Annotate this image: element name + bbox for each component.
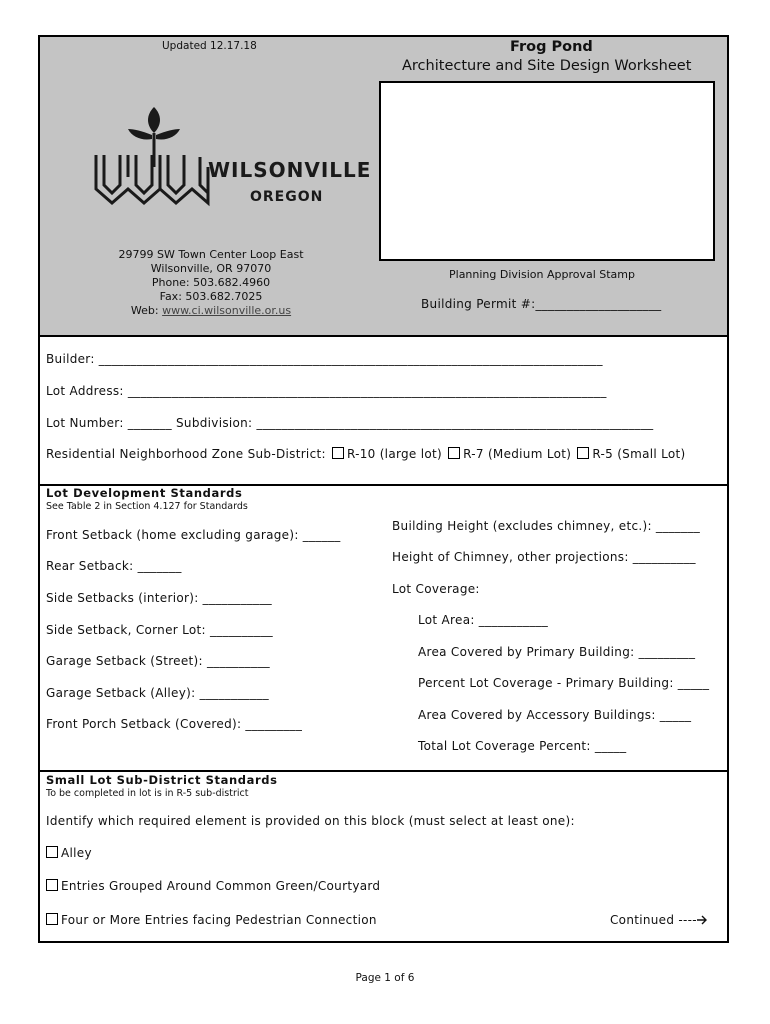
corner-setback-field[interactable]: Side Setback, Corner Lot: __________ bbox=[46, 623, 273, 637]
logo-sub: OREGON bbox=[250, 189, 324, 205]
lot-coverage-label: Lot Coverage: bbox=[392, 582, 480, 596]
alley-label: Alley bbox=[61, 846, 92, 860]
updated-date: Updated 12.17.18 bbox=[162, 40, 257, 52]
entries-option bbox=[46, 913, 377, 927]
address-block bbox=[86, 248, 336, 318]
form-subtitle: Architecture and Site Design Worksheet bbox=[402, 58, 692, 74]
web-line bbox=[86, 304, 336, 318]
small-lot-instruction: Identify which required element is provided on this block (must select at least one): bbox=[46, 814, 575, 828]
porch-setback-field[interactable]: Front Porch Setback (Covered): _________ bbox=[46, 717, 303, 731]
entries-checkbox[interactable] bbox=[46, 913, 58, 925]
worksheet-frame bbox=[38, 35, 729, 943]
lot-area-field[interactable]: Lot Area: ___________ bbox=[418, 613, 549, 627]
builder-field[interactable]: Builder: ________________________________________________________________________________ bbox=[46, 352, 603, 366]
lot-standards-section bbox=[40, 484, 727, 772]
phone-number: Phone: 503.682.4960 bbox=[151, 276, 271, 289]
building-height-field[interactable]: Building Height (excludes chimney, etc.): _______ bbox=[392, 519, 701, 533]
primary-coverage-field[interactable]: Percent Lot Coverage - Primary Building: _____ bbox=[418, 676, 710, 690]
courtyard-label: Entries Grouped Around Common Green/Courtyard bbox=[61, 879, 381, 893]
wilsonville-logo bbox=[94, 107, 372, 221]
zone-label: Residential Neighborhood Zone Sub-District: bbox=[46, 447, 326, 461]
courtyard-checkbox[interactable] bbox=[46, 879, 58, 891]
web-label: Web: bbox=[130, 304, 163, 317]
stamp-label: Planning Division Approval Stamp bbox=[449, 268, 635, 281]
address-line2: Wilsonville, OR 97070 bbox=[150, 262, 272, 275]
header-section bbox=[40, 37, 727, 337]
primary-area-field[interactable]: Area Covered by Primary Building: _________ bbox=[418, 645, 696, 659]
zone-row bbox=[46, 447, 686, 461]
w-mark-icon bbox=[96, 155, 208, 203]
garage-alley-field[interactable]: Garage Setback (Alley): ___________ bbox=[46, 686, 269, 700]
courtyard-option bbox=[46, 879, 380, 893]
lot-standards-title: Lot Development Standards bbox=[46, 486, 243, 500]
garage-street-field[interactable]: Garage Setback (Street): __________ bbox=[46, 654, 270, 668]
front-setback-field[interactable]: Front Setback (home excluding garage): ______ bbox=[46, 528, 341, 542]
fax-number: Fax: 503.682.7025 bbox=[159, 290, 263, 303]
chimney-height-field[interactable]: Height of Chimney, other projections: __________ bbox=[392, 550, 696, 564]
website-link[interactable]: www.ci.wilsonville.or.us bbox=[162, 304, 292, 317]
lot-address-field[interactable]: Lot Address: ____________________________________________________________________________ bbox=[46, 384, 607, 398]
r10-label: R-10 (large lot) bbox=[346, 447, 442, 461]
arrow-right-icon bbox=[697, 915, 707, 925]
r5-label: R-5 (Small Lot) bbox=[592, 447, 686, 461]
form-title: Frog Pond bbox=[510, 39, 593, 55]
side-setbacks-field[interactable]: Side Setbacks (interior): ___________ bbox=[46, 591, 272, 605]
lot-number-field[interactable]: Lot Number: _______ Subdivision: _______________________________________________________________ bbox=[46, 416, 654, 430]
r10-checkbox[interactable] bbox=[332, 447, 344, 459]
logo-name: WILSONVILLE bbox=[208, 158, 372, 182]
building-permit-field[interactable]: Building Permit #:____________________ bbox=[421, 297, 662, 311]
small-lot-section bbox=[40, 770, 727, 941]
lot-standards-subtitle: See Table 2 in Section 4.127 for Standards bbox=[46, 501, 248, 512]
project-info-section bbox=[40, 335, 727, 486]
accessory-area-field[interactable]: Area Covered by Accessory Buildings: _____ bbox=[418, 708, 692, 722]
small-lot-subtitle: To be completed in lot is in R-5 sub-district bbox=[46, 788, 249, 799]
approval-stamp-box bbox=[379, 81, 715, 261]
r5-checkbox[interactable] bbox=[577, 447, 589, 459]
address-line1: 29799 SW Town Center Loop East bbox=[118, 248, 304, 261]
r7-label: R-7 (Medium Lot) bbox=[463, 447, 572, 461]
continued-note bbox=[610, 913, 707, 927]
continued-label: Continued ---- bbox=[610, 913, 697, 927]
r7-checkbox[interactable] bbox=[448, 447, 460, 459]
alley-option bbox=[46, 846, 92, 860]
small-lot-title: Small Lot Sub-District Standards bbox=[46, 773, 278, 787]
total-coverage-field[interactable]: Total Lot Coverage Percent: _____ bbox=[418, 739, 627, 753]
page-number: Page 1 of 6 bbox=[355, 972, 415, 984]
alley-checkbox[interactable] bbox=[46, 846, 58, 858]
rear-setback-field[interactable]: Rear Setback: _______ bbox=[46, 559, 182, 573]
entries-label: Four or More Entries facing Pedestrian Connection bbox=[61, 913, 377, 927]
